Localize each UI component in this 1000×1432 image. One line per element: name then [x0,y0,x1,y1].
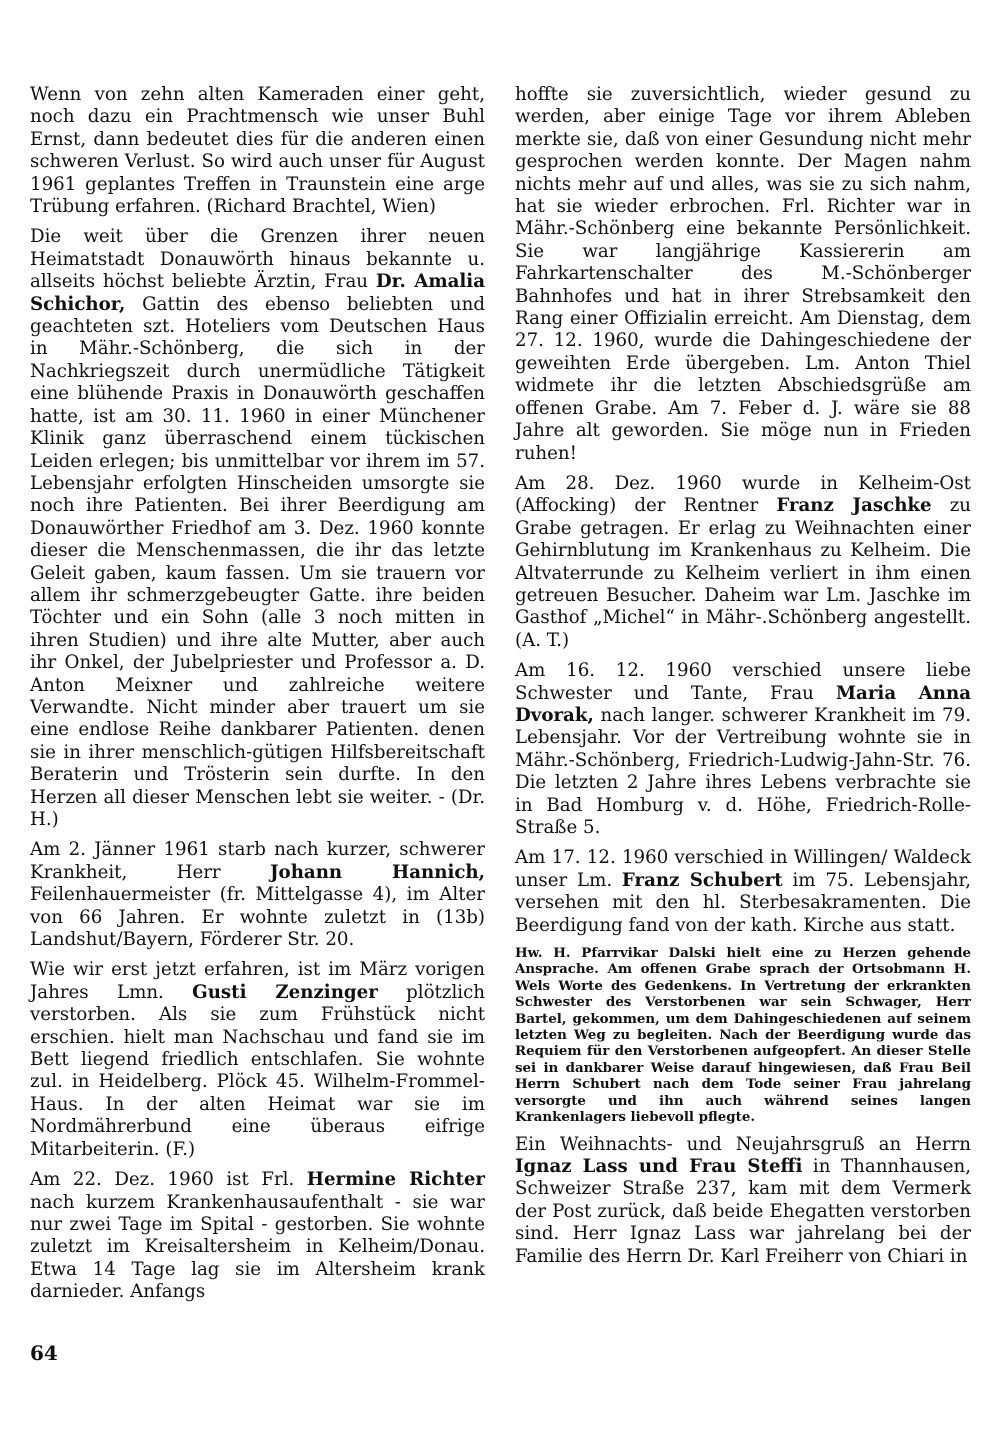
page-number: 64 [30,1341,58,1365]
text-run: Am 16. 12. 1960 verschied unsere liebe Schwester und Tante, Frau [515,660,971,704]
bold-text: Gusti Zenzinger [192,981,378,1003]
bold-text: Franz Jaschke [776,495,932,517]
text-run: Am 28. Dez. 1960 wurde in Kelheim-Ost (Affocking) der Rentner [515,472,971,517]
paragraph [515,660,971,839]
text-run: nach langer. schwerer Krankheit im 79. Lebensjahr. Vor der Vertreibung wohnte sie in Mähr.-Schönberg, Friedrich-Ludwig-Jahn-Str. 76. Die letzten 2 Jahre ihres Lebens verbrachte sie in Bad Homburg v. d. Höhe, Friedrich-Rolle-Straße 5. [515,704,971,838]
bold-text: Maria Anna Dvorak, [515,682,972,726]
right-column [515,84,971,1276]
paragraph [515,945,971,1125]
text-run: plötzlich verstorben. Als sie zum Frühstück nicht erschien. hielt man Nachschau und fand sie im Bett liegend friedlich entschlafen. Sie wohnte zul. in Heidelberg. Plöck 45. Wilhelm-Frommel-Haus. In der alten Heimat war sie im Nordmährerbund eine überaus eifrige Mitarbeiterin. (F.) [30,981,485,1160]
paragraph [30,1169,485,1303]
paragraph [30,959,485,1161]
text-run: im 75. Lebensjahr, versehen mit den hl. Sterbesakramenten. Die Beerdigung fand von der kath. Kirche aus statt. [515,869,971,936]
left-column [30,84,485,1312]
text-run: Am 22. Dez. 1960 ist Frl. [30,1169,307,1191]
text-run: zu Grabe getragen. Er erlag zu Weihnachten einer Gehirnblutung im Krankenhaus zu Kelheim. Die Altvaterrunde zu Kelheim verliert in ihm einen getreuen Besucher. Daheim war Lm. Jaschke im Gasthof „Michel“ in Mähr-.Schönberg angestellt. (A. T.) [515,495,971,651]
bold-text: Franz Schubert [621,869,783,891]
text-run: nach kurzem Krankenhausaufenthalt - sie war nur zwei Tage im Spital - gestorben. Sie wohnte zuletzt im Kreisaltersheim in Kelheim/Donau. Etwa 14 Tage lag sie im Altersheim krank darnieder. Anfangs [30,1191,485,1303]
paragraph [30,839,485,951]
paragraph [30,84,485,218]
text-run: Ein Weihnachts- und Neujahrsgruß an Herrn [515,1133,971,1155]
bold-text: Hermine Richter [306,1169,485,1191]
text-run: Die weit über die Grenzen ihrer neuen Heimatstadt Donauwörth hinaus bekannte u. allseits höchst beliebte Ärztin, Frau [30,226,485,293]
paragraph [515,847,971,937]
text-run: Wenn von zehn alten Kameraden einer geht, noch dazu ein Prachtmensch wie unser Buhl Ernst, dann bedeutet dies für die anderen einen schweren Verlust. So wird auch unser für August 1961 geplantes Treffen in Traunstein eine arge Trübung erfahren. (Richard Brachtel, Wien) [30,84,485,218]
bold-text: Dr. Amalia Schichor, [30,271,485,315]
bold-text: Ignaz Lass und Frau Steffi [515,1155,803,1177]
text-run: Feilenhauermeister (fr. Mittelgasse 4), im Alter von 66 Jahren. Er wohnte zuletzt in (13b) Landshut/Bayern, Förderer Str. 20. [30,884,485,951]
text-run: Am 2. Jänner 1961 starb nach kurzer, schwerer Krankheit, Herr [30,839,485,883]
paragraph [515,1134,971,1268]
bold-text: Johann Hannich, [269,861,485,883]
text-run: Am 17. 12. 1960 verschied in Willingen/ Waldeck unser Lm. [515,847,971,891]
text-run: hoffte sie zuversichtlich, wieder gesund zu werden, aber einige Tage vor ihrem Ableben merkte sie, daß von einer Gesundung nicht mehr gesprochen werden konnte. Der Magen nahm nichts mehr auf und alles, was sie zu sich nahm, hat sie wieder erbrochen. Frl. Richter war in Mähr.-Schönberg eine bekannte Persönlichkeit. Sie war langjährige Kassiererin am Fahrkartenschalter des M.-Schönberger Bahnhofes und hat in ihrer Strebsamkeit den Rang einer Offizialin erreicht. Am Dienstag, dem 27. 12. 1960, wurde die Dahingeschiedene der geweihten Erde übergeben. Lm. Anton Thiel widmete ihr die letzten Abschiedsgrüße am offenen Grabe. Am 7. Feber d. J. wäre sie 88 Jahre alt geworden. Sie möge nun in Frieden ruhen! [515,84,971,464]
text-run: in Thannhausen, Schweizer Straße 237, kam mit dem Vermerk der Post zurück, daß beide Ehegatten verstorben sind. Herr Ignaz Lass war jahrelang bei der Familie des Herrn Dr. Karl Freiherr von Chiari in [515,1155,971,1267]
text-run: Wie wir erst jetzt erfahren, ist im März vorigen Jahres Lmn. [30,959,485,1003]
paragraph [515,473,971,652]
paragraph [30,226,485,831]
text-run: Gattin des ebenso beliebten und geachteten szt. Hoteliers vom Deutschen Haus in Mähr.-Schönberg, die sich in der Nachkriegszeit durch unermüdliche Tätigkeit eine blühende Praxis in Donauwörth geschaffen hatte, ist am 30. 11. 1960 in einer Münchener Klinik ganz überraschend einem tückischen Leiden erlegen; bis unmittelbar vor ihrem im 57. Lebensjahr erfolgten Hinscheiden umsorgte sie noch ihre Patienten. Bei ihrer Beerdigung am Donauwörther Friedhof am 3. Dez. 1960 konnte dieser die Menschenmassen, die ihr das letzte Geleit gaben, kaum fassen. Um sie trauern vor allem ihr schmerzgebeugter Gatte. ihre beiden Töchter und ein Sohn (alle 3 noch mitten in ihren Studien) und ihre alte Mutter, aber auch ihr Onkel, der Jubelpriester und Professor a. D. Anton Meixner und zahlreiche weitere Verwandte. Nicht minder aber trauert um sie eine endlose Reihe dankbarer Patienten. denen sie in ihrer menschlich-gütigen Hilfsbereitschaft Beraterin und Trösterin sein durfte. In den Herzen all dieser Menschen lebt sie weiter. - (Dr. H.) [30,293,485,830]
paragraph [515,84,971,465]
bold-text: Hw. H. Pfarrvikar Dalski hielt eine zu Herzen gehende Ansprache. Am offenen Grabe sprach der Ortsobmann H. Wels Worte des Gedenkens. In Vertretung der erkrankten Schwester des Verstorbenen war sein Schwager, Herr Bartel, gekommen, um dem Dahingeschiedenen auf seinem letzten Weg zu begleiten. Nach der Beerdigung wurde das Requiem für den Verstorbenen aufgeopfert. An dieser Stelle sei in dankbarer Weise darauf hingewiesen, daß Frau Beil Herrn Schubert nach dem Tode seiner Frau jahrelang versorgte und ihn auch während seines langen Krankenlagers liebevoll pflegte. [515,945,971,1126]
